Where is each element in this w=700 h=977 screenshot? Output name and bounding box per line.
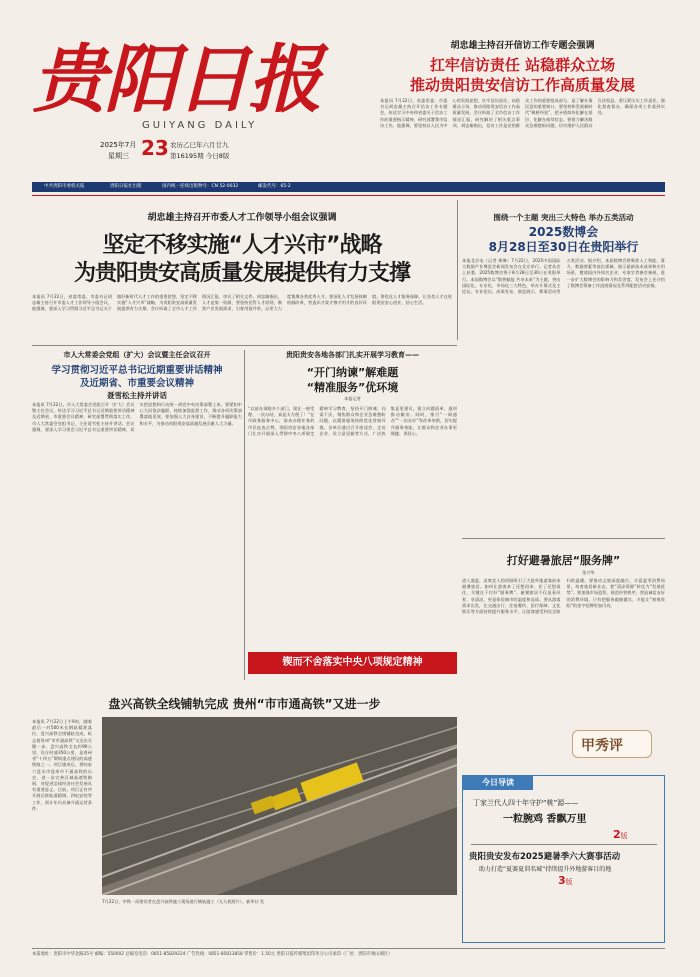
service-story-title-2: “精准服务”优环境 [306, 381, 399, 394]
divider [32, 345, 457, 346]
guide-item-1-text: 丁家兰代人四十年守护“桃”源—— [473, 799, 579, 807]
lunar-date: 农历乙巳年六月廿九 [170, 141, 229, 149]
essay-author: 张兴华 [582, 570, 595, 575]
lead-story [32, 200, 452, 340]
service-banner: 锲而不舍落实中央八项规定精神 [248, 652, 457, 674]
divider [32, 195, 665, 196]
essay-title: 打好避暑旅居“服务牌” [506, 554, 621, 567]
divider [457, 200, 458, 340]
banner-post: 邮发代号：65-2 [258, 184, 291, 189]
event-story-title-1: 2025数博会 [528, 225, 599, 239]
lead-story-title-1: 坚定不移实施“人才兴市”战略 [102, 233, 382, 258]
hsr-photo [102, 717, 457, 895]
event-story-body: 本报北京电（记者 黄琳）7月22日，2025中国国际大数据产业博览会新闻发布会在北京举行。记者从会上获悉，2025数博会将于8月28日至30日在贵阳举行。本届数博会以“数智赋能 共享未来”为主题，突出国际化、专业化、市场化三大特色，举办开幕式及主论坛、专业论坛、成果发布、展览展示、赛事活动等五类活动。据介绍，本届数博会将聚焦人工智能、算力、数据要素等前沿领域，展示最新技术成果和应用场景，邀请国内外知名企业、专家学者参会参展，进一步扩大数博会的影响力和美誉度。发布会上还介绍了数博会筹备工作进展情况及系列配套活动安排。 [462, 258, 665, 295]
footer-text: 本报地址：贵阳市中华北路25号 邮编：550002 总编室电话：0851-85829224 广告热线：0851-85813858 零售价：1.50元 贵阳日报传媒集团印务分公司承印（厂址：贵阳市观山湖区） [32, 952, 393, 957]
banner-code: 国内统一连续出版物号：CN 52-0032 [162, 184, 239, 189]
day-number: 23 [141, 136, 169, 160]
npc-story-kicker: 市人大常委会党组（扩大）会议暨主任会议召开 [63, 351, 211, 359]
guide-item-2-title[interactable]: 贵阳贵安发布2025避暑季六大赛事活动 [469, 852, 621, 862]
footer-rule [32, 948, 665, 949]
essay-column-name: 甲秀评 [581, 738, 623, 754]
top-story-title-2: 推动贵阳贵安信访工作高质量发展 [409, 76, 635, 94]
banner-mid: 贵阳日报社出版 [110, 184, 142, 189]
service-story [248, 350, 457, 680]
guide-item-2-text: 助力打造“夏赛夏训名城”持续提升外地游客目的地 [479, 866, 612, 873]
hsr-photo-caption: 7月22日，中铁一局建设者在盘兴高铁施工现场进行铺轨施工（无人机照片）。新华社 发 [102, 899, 265, 904]
masthead-pinyin: GUIYANG DAILY [142, 120, 258, 131]
essay [462, 542, 665, 772]
lead-story-kicker: 胡忠雄主持召开市委人才工作领导小组会议强调 [147, 213, 337, 223]
masthead-banner [32, 182, 665, 192]
today-guide [462, 775, 665, 943]
guide-item-1-page-number: 2 [613, 828, 621, 841]
hsr-story [32, 695, 457, 945]
top-story-title-1: 扛牢信访责任 站稳群众立场 [429, 56, 616, 74]
banner-left: 中共贵阳市委机关报 [44, 184, 85, 189]
npc-story-body: 本报讯 7月22日，市人大常委会党组召开（扩大）会议暨主任会议，传达学习习近平总书记近期重要讲话精神及近期省、市重要会议精神，研究部署贯彻落实工作。市人大常委会党组书记、主任聂雪松主持并讲话。会议强调，要深入学习领会习近平总书记重要讲话精神，切实把思想和行动统一到党中央决策部署上来。要紧扣中心大局依法履职，持续加强监督工作，推动各项决策部署落地见效。要加强人大自身建设，不断提升履职能力和水平，为推动贵阳贵安高质量发展贡献人大力量。 [32, 402, 242, 432]
guide-title: 今日导读 [463, 776, 533, 790]
date-block [100, 138, 260, 178]
guide-divider [471, 844, 657, 845]
event-story [462, 200, 665, 535]
hsr-story-body: 本报讯 7月22日上午9时，随着最后一对500米长钢轨精准落位，盘兴高铁全线铺轨完成，标志着贵州“市市通高铁”又迈出关键一步。盘兴高铁全长约90公里，设计时速350公里，是贵州省“十四五”期间重点建设的高速铁路之一。项目建成后，将结束六盘水市盘州市不通高铁的历史，进一步完善区域高速铁路网，对促进沿线经济社会发展具有重要意义。目前，项目正有序开展后续轨道精调、四电安装等工作，预计年内具备开通运营条件。 [32, 719, 92, 811]
service-story-kicker: 贵阳贵安各地各部门扎实开展学习教育—— [286, 351, 419, 359]
divider [244, 350, 245, 680]
top-story-body: 本报讯 7月22日，省委常委、市委书记胡忠雄主持召开信访工作专题会，传达学习中央和省委关于信访工作的重要指示精神，研究部署我市信访工作。他强调，要坚持以人民为中心的发展思想，扛牢信访责任，站稳群众立场，推动贵阳贵安信访工作高质量发展。会议听取了全市信访工作情况汇报，研究解决了相关重点事项。胡忠雄指出，信访工作是党的群众工作的重要组成部分，是了解社情民意的重要窗口。要坚持和发展新时代“枫桥经验”，把矛盾纠纷化解在基层、化解在萌芽状态。要着力解决群众急难愁盼问题，切实维护人民群众合法权益。要压紧压实工作责任，强化督查督办，确保各项工作落到实处。 [380, 98, 665, 128]
event-story-title-2: 8月28日至30日在贵阳举行 [488, 240, 639, 254]
npc-story-title-2: 及近期省、市重要会议精神 [79, 378, 194, 389]
date-line: 2025年7月 [100, 141, 137, 149]
essay-body: 进入盛夏，凉爽宜人的贵阳吸引了大批外地游客前来避暑旅居。如何让游客来了还想再来、住了还想再住，关键在于打好“服务牌”。避暑旅居不仅是看风景、享清凉，更是体验城市的温度和品质。要从游客需求出发，在交通出行、住宿餐饮、医疗保障、文化娱乐等方面持续提升服务水平，让游客感受到宾至如归的温暖。要推动文旅深度融合，丰富夏季消费场景，培育旅居新业态，把“清凉资源”转化为“发展优势”。要加强市场监管，规范经营秩序，营造诚信友好的消费环境。只有把服务做细做实，才能让“爽爽贵阳”的金字招牌更加闪亮。 [462, 578, 665, 615]
npc-story-byline: 聂雪松主持并讲话 [107, 391, 167, 400]
issue-info: 第16195期 今日8版 [170, 152, 230, 160]
railway-photo-illustration [102, 717, 457, 895]
service-story-title-1: “开门纳谏”解难题 [306, 366, 399, 379]
npc-story [32, 350, 242, 695]
guide-item-2-page-suffix: 版 [565, 878, 573, 886]
lead-story-title-2: 为贵阳贵安高质量发展提供有力支撑 [73, 261, 410, 286]
npc-story-title-1: 学习贯彻习近平总书记近期重要讲话精神 [51, 365, 223, 376]
guide-item-2-page-number: 3 [558, 874, 566, 887]
top-story [380, 36, 665, 180]
service-story-byline: 本报记者 [344, 396, 361, 401]
divider [462, 538, 665, 539]
top-story-kicker: 胡忠雄主持召开信访工作专题会强调 [450, 41, 595, 51]
event-story-kicker: 围绕一个主题 突出三大特色 举办五类活动 [493, 213, 634, 222]
guide-item-1-page-suffix: 版 [620, 832, 628, 840]
weekday: 星期三 [108, 152, 129, 160]
guide-item-2-page[interactable] [558, 874, 573, 887]
essay-column-tag [572, 730, 652, 758]
guide-item-1-title[interactable]: 一粒腕鸡 香飘万里 [503, 814, 587, 825]
masthead-title: 贵阳日报 [32, 37, 320, 123]
lead-story-body: 本报讯 7月22日，省委常委、市委书记胡忠雄主持召开市委人才工作领导小组会议。他强调，要深入学习贯彻习近平总书记关于做好新时代人才工作的重要思想，坚定不移实施“人才兴市”战略，为贵阳贵安高质量发展提供有力支撑。会议听取了全市人才工作情况汇报，审议了相关文件。胡忠雄指出，人才是第一资源，要坚持党管人才原则，聚焦产业发展需求，引育用留并举，以更大力度集聚各类优秀人才。要深化人才发展体制机制改革，营造识才爱才敬才用才的良好环境。要优化人才服务保障，让各类人才在贵阳贵安安心创业、舒心生活。 [32, 294, 452, 312]
service-story-body: “以前办事跑多个部门，现在一窗受理、一次办结，真是太方便了！”在市政务服务中心，前来办理业务的市民连连点赞。贵阳贵安各地各部门扎实开展深入贯彻中央八项规定精神学习教育，坚持开门纳谏、问需于民，聚焦群众和企业急难愁盼问题，以精准服务持续优化营商环境。各单位通过召开座谈会、走访企业、设立意见箱等方式，广泛收集意见建议，建立问题清单，逐项推动解决。同时，推行“一网通办”“一次办好”等改革举措，切实提升服务效能，让群众和企业办事更便捷、更舒心。 [248, 406, 457, 436]
hsr-story-title: 盘兴高铁全线铺轨完成 贵州“市市通高铁”又进一步 [108, 697, 381, 711]
guide-item-1-page[interactable] [613, 828, 628, 841]
